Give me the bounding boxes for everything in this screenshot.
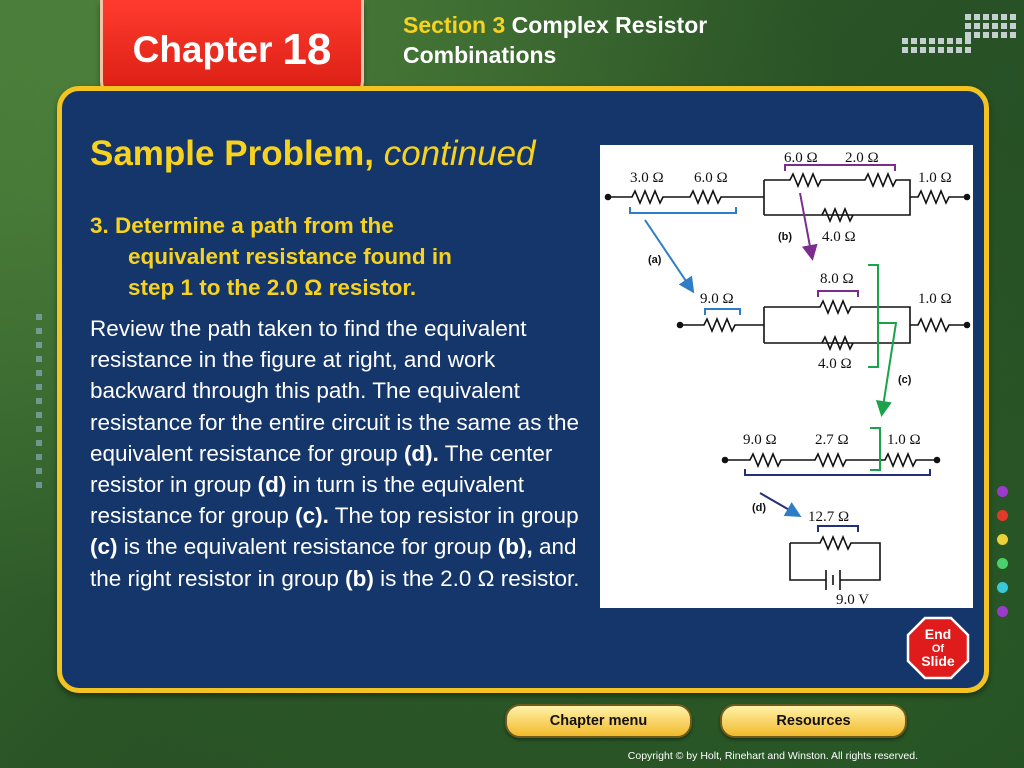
label-1ohm-b: 1.0 Ω <box>918 291 952 307</box>
body-bold-5: (b), <box>497 534 533 560</box>
label-6ohm: 6.0 Ω <box>694 170 728 186</box>
slide-title <box>90 134 536 174</box>
body-bold-6: (b) <box>345 565 374 591</box>
decorative-dot-grid <box>965 14 1016 38</box>
chapter-label: Chapter <box>132 29 273 70</box>
section-prefix: Section 3 <box>403 12 506 38</box>
body-text-3: in turn is the equivalent resistance for group <box>90 472 524 529</box>
body-text-2: The center resistor in group <box>90 440 553 498</box>
group-label-c: (c) <box>898 374 912 386</box>
label-2ohm: 2.0 Ω <box>845 150 879 166</box>
label-1ohm-c: 1.0 Ω <box>887 432 921 448</box>
stop-sign-icon <box>906 616 970 680</box>
body-text-7: is the 2.0 Ω resistor. <box>373 565 580 591</box>
body-bold-2: (d) <box>257 472 287 498</box>
decorative-color-dots <box>997 486 1008 630</box>
step-line-3: step 1 to the 2.0 Ω resistor. <box>128 275 417 300</box>
slide-label: Slide <box>921 653 955 669</box>
decorative-left-dots <box>36 314 42 496</box>
resources-button[interactable]: Resources <box>720 704 907 738</box>
step-instruction <box>90 210 560 303</box>
chapter-menu-button[interactable]: Chapter menu <box>505 704 692 738</box>
chapter-number: 18 <box>282 25 332 74</box>
group-label-d: (d) <box>752 502 767 514</box>
decorative-dot-grid-2 <box>902 38 971 53</box>
end-of-slide-button[interactable] <box>906 616 970 680</box>
body-bold-3: (c). <box>295 503 329 529</box>
label-9ohm-a: 9.0 Ω <box>700 291 734 307</box>
label-6ohm-top: 6.0 Ω <box>784 150 818 166</box>
section-title <box>403 10 823 70</box>
label-12-7ohm: 12.7 Ω <box>808 509 850 525</box>
of-label: Of <box>931 643 945 655</box>
body-bold-1: (d). <box>403 440 439 466</box>
label-4ohm-b: 4.0 Ω <box>818 356 852 372</box>
label-9ohm-b: 9.0 Ω <box>743 432 777 448</box>
label-battery: 9.0 V <box>836 592 870 608</box>
body-text-4: The top resistor in group <box>328 503 579 529</box>
body-text-5: is the equivalent resistance for group <box>117 534 498 560</box>
label-4ohm-a: 4.0 Ω <box>822 229 856 245</box>
circuit-diagram <box>600 145 973 608</box>
group-label-b: (b) <box>778 231 793 243</box>
body-bold-4: (c) <box>90 534 118 560</box>
step-line-2: equivalent resistance found in <box>128 244 452 269</box>
end-label: End <box>924 626 952 642</box>
copyright-notice: Copyright © by Holt, Rinehart and Winston. All rights reserved. <box>627 750 918 762</box>
body-text-1: Review the path taken to find the equivalent resistance in the figure at right, and work backward through this path. The equivalent resistance for the entire circuit is the same as the equivalent resistance for group <box>90 316 579 466</box>
label-3ohm: 3.0 Ω <box>630 170 664 186</box>
label-1ohm-a: 1.0 Ω <box>918 170 952 186</box>
label-2-7ohm: 2.7 Ω <box>815 432 849 448</box>
slide-title-main: Sample Problem, <box>90 134 374 173</box>
body-text-6: and the right resistor in group <box>90 534 577 591</box>
step-line-1: 3. Determine a path from the <box>90 213 394 238</box>
circuit-figure <box>600 145 973 608</box>
section-name: Complex Resistor Combinations <box>403 12 708 68</box>
slide-title-italic: continued <box>383 134 536 173</box>
label-8ohm: 8.0 Ω <box>820 271 854 287</box>
explanation-paragraph <box>90 313 585 594</box>
group-label-a: (a) <box>648 254 662 266</box>
